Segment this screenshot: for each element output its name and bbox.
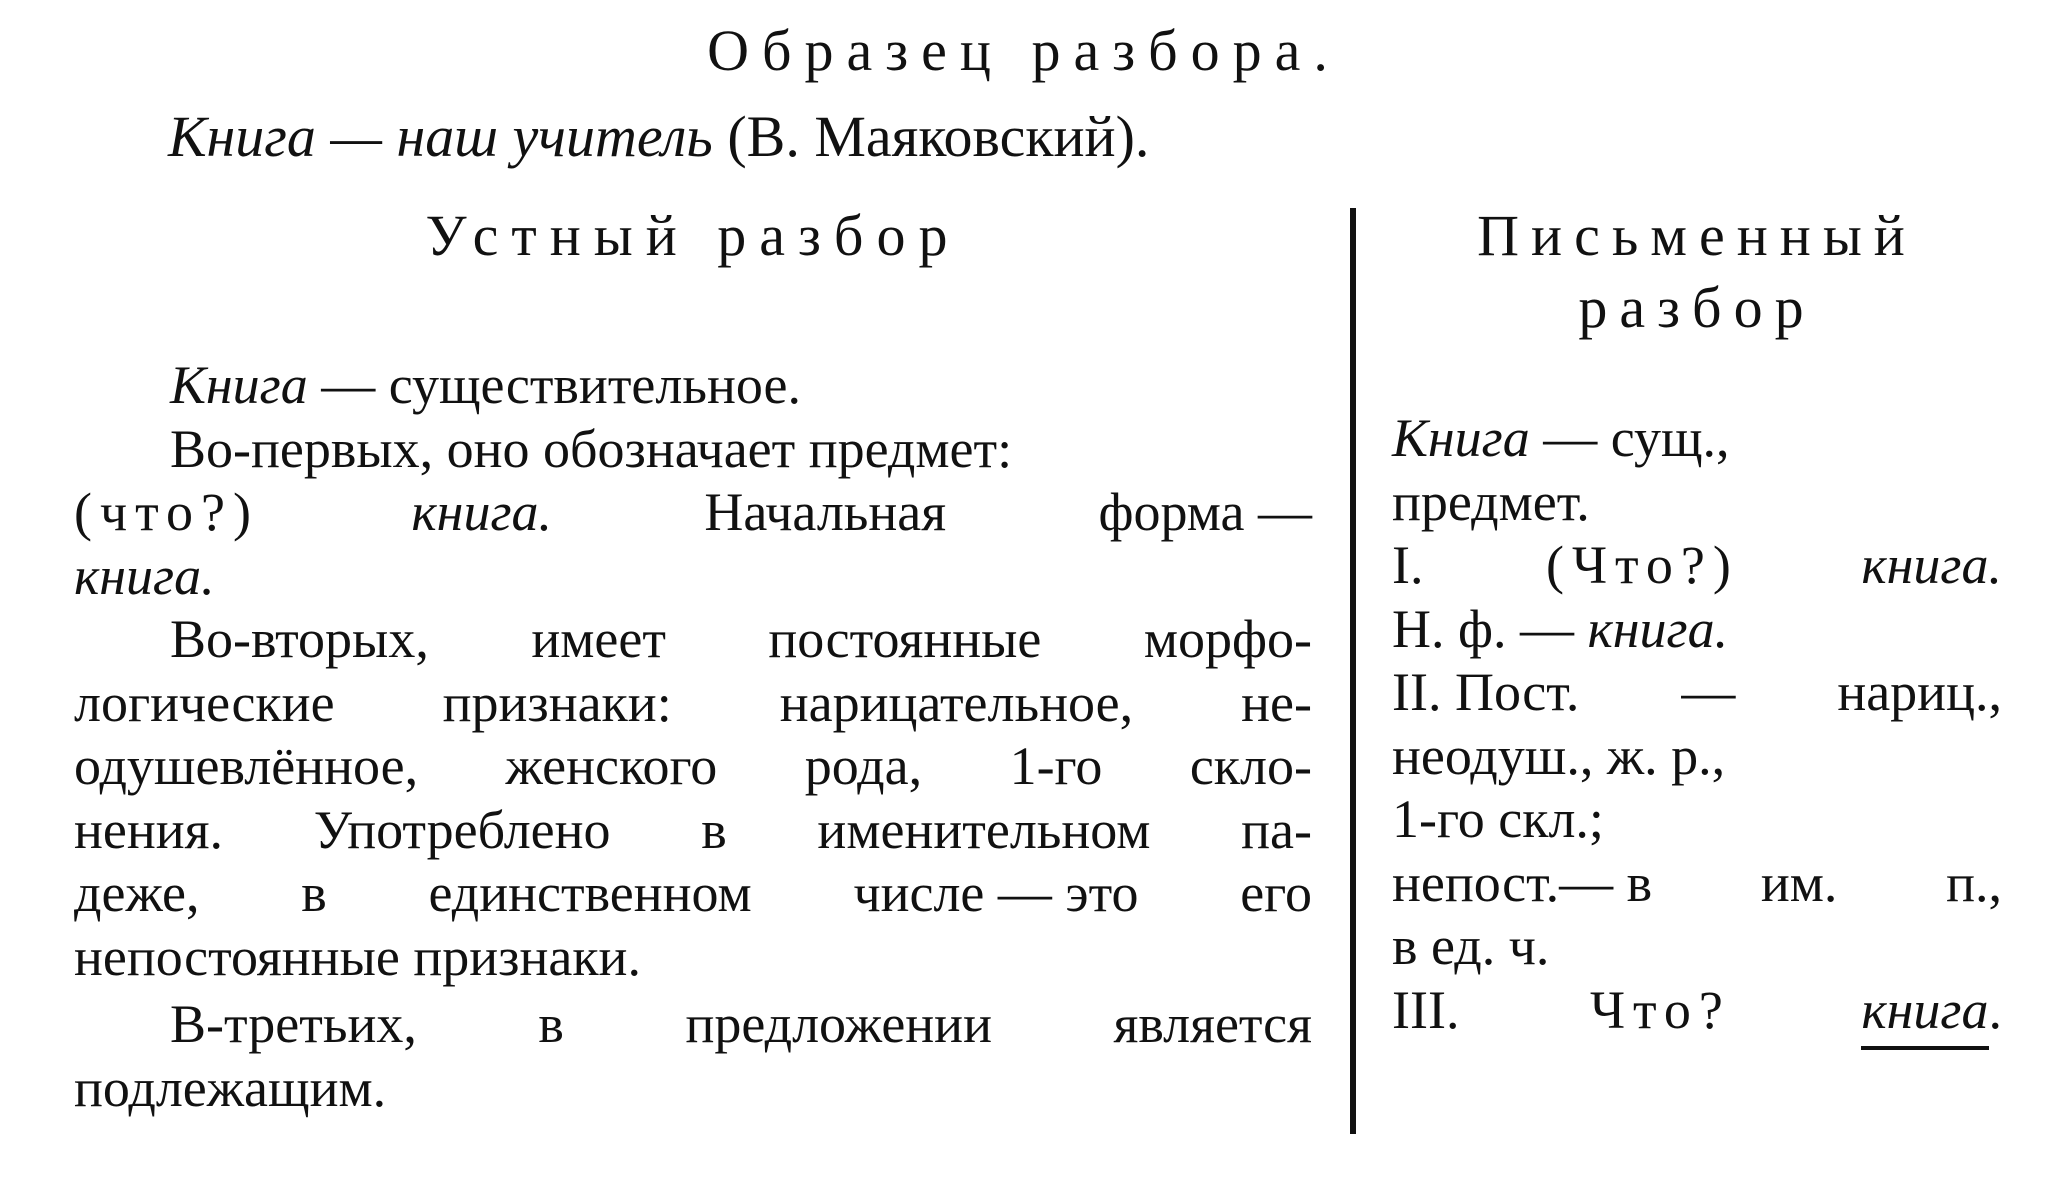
oral-line-text: является (1113, 994, 1312, 1054)
written-line-text: — сущ., (1529, 408, 1730, 468)
oral-line-text: — существительное. (307, 355, 801, 415)
written-line-word: книга. (1861, 535, 2002, 595)
written-line-word: Книга (1392, 408, 1530, 468)
written-line (1392, 979, 2002, 1043)
written-line (1392, 534, 2002, 598)
written-line-text: Н. ф. — (1392, 598, 1588, 659)
oral-body (74, 354, 1312, 1120)
written-heading-line: Письменный (1477, 203, 1917, 268)
oral-line-text: В-третьих, (170, 994, 417, 1054)
written-line-text: III. (1392, 979, 1460, 1040)
written-line: неодуш., ж. р., (1392, 725, 1726, 786)
written-line-word: книга. (1587, 598, 1729, 659)
epigraph-quote: Книга — наш учитель (168, 104, 713, 169)
underlined-subject (1861, 979, 2002, 1043)
oral-line-text: единственном (428, 863, 752, 923)
oral-line-text: числе — это (853, 863, 1139, 923)
oral-line-text: Во-вторых, (170, 609, 429, 669)
oral-line-word: Книга (170, 355, 308, 415)
oral-line-text: скло- (1189, 736, 1312, 796)
written-question: Что? (1589, 979, 1731, 1040)
oral-line-text: морфо- (1143, 609, 1312, 669)
oral-line-text: одушевлённое, (74, 736, 419, 796)
written-body (1392, 407, 2002, 1042)
written-line-text: непост.— в (1392, 852, 1653, 913)
written-line-text: нариц., (1837, 662, 2002, 722)
oral-line-text: Начальная (704, 482, 947, 542)
oral-line: Во-первых, оно обозначает предмет: (170, 418, 1013, 479)
written-line-text: п., (1946, 852, 2002, 913)
oral-line-text: не- (1241, 672, 1312, 733)
oral-line-text: нарицательное, (779, 672, 1134, 733)
oral-line-word: книга. (411, 482, 553, 542)
oral-line-text: Употреблено (313, 799, 611, 860)
oral-line-text: признаки: (442, 672, 672, 733)
oral-heading: Устный разбор (425, 203, 961, 268)
oral-line-text: женского (505, 736, 718, 796)
oral-line-text: в (301, 863, 327, 923)
oral-line (74, 481, 1312, 545)
written-line: предмет. (1392, 471, 1590, 532)
written-line (1392, 852, 2002, 916)
oral-line (74, 799, 1312, 863)
oral-line-text: деже, (74, 863, 200, 923)
written-line (1392, 407, 2002, 471)
written-question: (Что?) (1545, 535, 1739, 595)
oral-line-text: имеет (531, 609, 666, 669)
written-line-text: II. Пост. (1392, 662, 1580, 722)
page-title: Образец разбора. (707, 18, 1341, 83)
oral-line (74, 993, 1312, 1057)
oral-line (74, 735, 1312, 799)
oral-line-text: в (701, 799, 727, 860)
column-divider (1350, 208, 1356, 1134)
oral-line (74, 862, 1312, 926)
written-line-word: книга (1861, 980, 1988, 1050)
oral-question: (что?) (74, 482, 259, 542)
written-line: 1-го скл.; (1392, 789, 1604, 849)
written-line-text: . (1988, 979, 2002, 1040)
written-line (1392, 598, 2002, 662)
oral-line (74, 672, 1312, 736)
written-line-text: им. (1760, 852, 1838, 913)
oral-line (74, 354, 1312, 418)
oral-line-text: 1-го (1009, 736, 1103, 796)
oral-line-text: форма — (1098, 482, 1312, 542)
oral-line-text: в (538, 994, 564, 1054)
oral-line: подлежащим. (74, 1057, 387, 1118)
oral-line-text: па- (1241, 799, 1312, 860)
epigraph (168, 100, 1149, 174)
oral-line-text: логические (74, 672, 335, 733)
oral-line-text: именительном (817, 799, 1151, 860)
oral-line-text: его (1240, 863, 1312, 923)
written-heading-line: разбор (1578, 275, 1816, 340)
written-analysis-column (1392, 200, 2002, 1042)
oral-line: книга. (74, 545, 215, 606)
oral-line-text: нения. (74, 799, 224, 860)
written-heading (1392, 200, 2002, 344)
epigraph-source: (В. Маяковский). (727, 104, 1150, 169)
written-line-text: — (1681, 662, 1736, 722)
written-line-text: I. (1392, 535, 1424, 595)
oral-line (74, 608, 1312, 672)
oral-analysis-column (74, 200, 1312, 1120)
written-line (1392, 661, 2002, 725)
oral-line-text: рода, (804, 736, 923, 796)
written-line: в ед. ч. (1392, 916, 1550, 976)
oral-line: непостоянные признаки. (74, 926, 641, 987)
oral-line-text: предложении (685, 994, 992, 1054)
oral-line-text: постоянные (768, 609, 1042, 669)
